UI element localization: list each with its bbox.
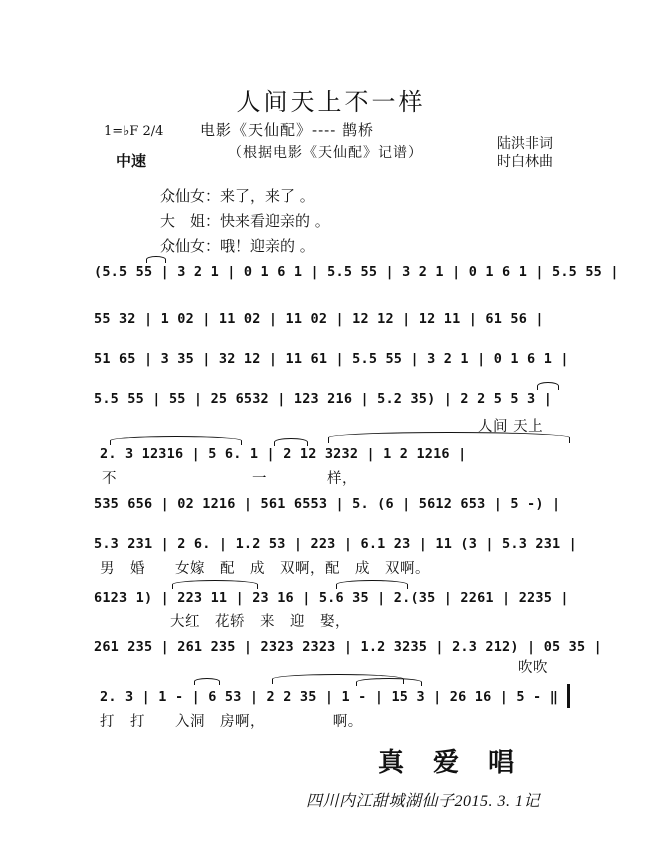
- lyric-line-1: 人间 天上: [478, 419, 544, 435]
- score-line-10: 2. 3 | 1 - | 6 53 | 2 2 35 | 1 - | 15 3 | 26 16 | 5 - ‖: [100, 689, 559, 705]
- lyricist: 陆洪非词: [497, 136, 553, 152]
- slur-mark: [194, 678, 220, 685]
- slur-mark: [537, 382, 559, 390]
- lyric-line-5: 吹吹: [518, 660, 548, 676]
- slur-mark: [110, 436, 242, 445]
- lyric-line-3: 男 婚 女嫁 配 成 双啊，配 成 双啊。: [100, 561, 430, 577]
- performer: 真 爱 唱: [378, 748, 525, 778]
- score-line-6: 535 656 | 02 1216 | 561 6553 | 5. (6 | 5612 653 | 5 -) |: [94, 496, 561, 512]
- lyric-line-6: 打 打 入洞 房啊， 啊。: [100, 714, 363, 730]
- subtitle: 电影《天仙配》---- 鹊桥: [200, 121, 375, 139]
- score-line-1: (5.5 55 | 3 2 1 | 0 1 6 1 | 5.5 55 | 3 2 1 | 0 1 6 1 | 5.5 55 |: [94, 264, 619, 280]
- dialogue-line: 大 姐：快来看迎亲的 。: [160, 212, 330, 230]
- source-note: （根据电影《天仙配》记谱）: [228, 145, 423, 161]
- tie-mark: [328, 432, 570, 443]
- credits: [497, 135, 553, 171]
- score-line-3: 51 65 | 3 35 | 32 12 | 11 61 | 5.5 55 | 3 2 1 | 0 1 6 1 |: [94, 351, 569, 367]
- score-line-7: 5.3 231 | 2 6. | 1.2 53 | 223 | 6.1 23 | 11 (3 | 5.3 231 |: [94, 536, 578, 552]
- slur-mark: [146, 256, 166, 263]
- final-barline: [567, 684, 570, 708]
- slur-mark: [172, 580, 258, 589]
- lyric-line-4: 大红 花轿 来 迎 娶，: [170, 614, 350, 630]
- composer: 时白林曲: [497, 154, 553, 170]
- score-line-9: 261 235 | 261 235 | 2323 2323 | 1.2 3235 | 2.3 212) | 05 35 |: [94, 639, 602, 655]
- dialogue-block: [160, 184, 330, 259]
- slur-mark: [272, 674, 404, 684]
- slur-mark: [274, 438, 308, 446]
- signature-note: 四川内江甜城湖仙子2015. 3. 1记: [306, 793, 541, 810]
- score-line-8: 6123 1) | 223 11 | 23 16 | 5.6 35 | 2.(35 | 2261 | 2235 |: [94, 590, 569, 606]
- score-line-5: 2. 3 12316 | 5 6. 1 | 2 12 3232 | 1 2 1216 |: [100, 446, 467, 462]
- dialogue-line: 众仙女：来了，来了 。: [160, 187, 315, 205]
- slur-mark: [336, 580, 408, 589]
- song-title: 人间天上不一样: [236, 88, 426, 116]
- lyric-line-2: 不 一 样，: [102, 471, 357, 487]
- score-line-2: 55 32 | 1 02 | 11 02 | 11 02 | 12 12 | 12 11 | 61 56 |: [94, 311, 544, 327]
- tempo-marking: 中速: [116, 152, 147, 170]
- score-line-4: 5.5 55 | 55 | 25 6532 | 123 216 | 5.2 35) | 2 2 5 5 3 |: [94, 391, 553, 407]
- key-signature: 1=♭F 2/4: [104, 124, 164, 139]
- dialogue-line: 众仙女：哦！迎亲的 。: [160, 237, 315, 255]
